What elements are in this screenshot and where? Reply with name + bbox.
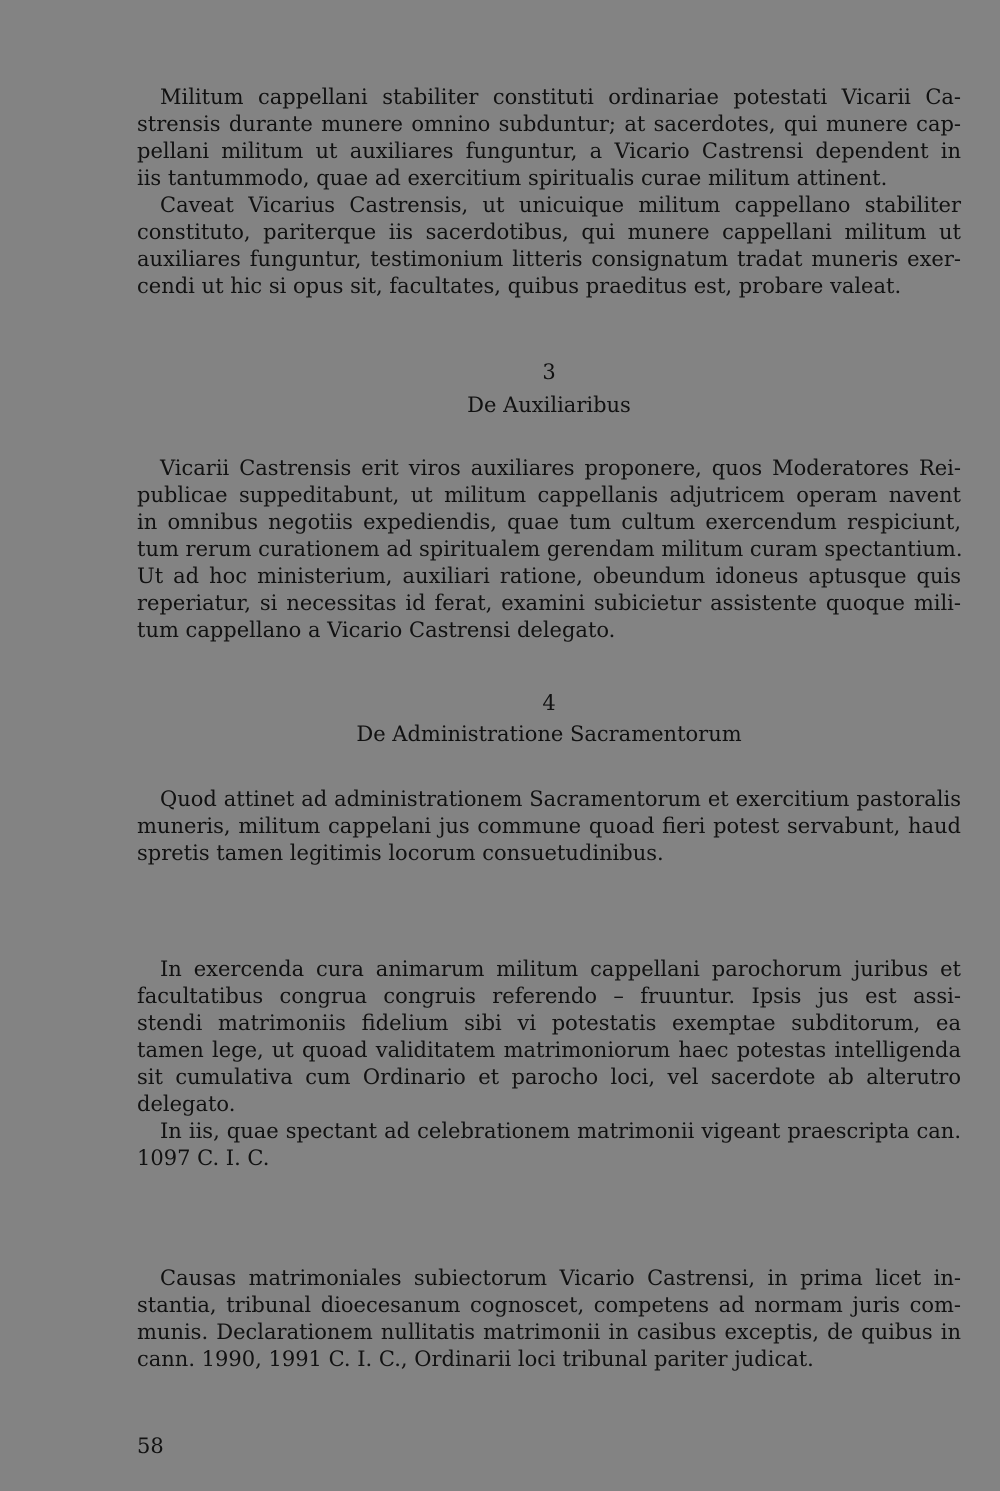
text-line: tum cappellano a Vicario Castrensi delegato. xyxy=(137,618,616,642)
text-line: In exercenda cura animarum militum cappellani parochorum juribus et xyxy=(160,957,961,981)
text-line: 1097 C. I. C. xyxy=(137,1146,270,1170)
text-line: stantia, tribunal dioecesanum cognoscet, competens ad normam juris com- xyxy=(137,1293,961,1317)
text-line: auxiliares funguntur, testimonium litteris consignatum tradat muneris exer- xyxy=(137,247,961,271)
text-line: Caveat Vicarius Castrensis, ut unicuique militum cappellano stabiliter xyxy=(160,193,961,217)
section-title: De Administratione Sacramentorum xyxy=(356,722,742,746)
text-line: iis tantummodo, quae ad exercitium spiritualis curae militum attinent. xyxy=(137,166,888,190)
paragraph-4 xyxy=(137,786,961,867)
paragraph-7 xyxy=(137,1265,961,1373)
paragraph-3 xyxy=(137,455,961,644)
text-line: muneris, militum cappelani jus commune quoad fieri potest servabunt, haud xyxy=(137,814,961,838)
text-line: spretis tamen legitimis locorum consuetudinibus. xyxy=(137,841,664,865)
text-line: delegato. xyxy=(137,1092,236,1116)
section-number: 4 xyxy=(542,691,556,715)
text-line: tum rerum curationem ad spiritualem gerendam militum curam spectantium. xyxy=(137,537,963,561)
text-line: tamen lege, ut quoad validitatem matrimoniorum haec potestas intelligenda xyxy=(137,1038,961,1062)
paragraph-6 xyxy=(137,1118,961,1172)
text-line: Quod attinet ad administrationem Sacramentorum et exercitium pastoralis xyxy=(160,787,961,811)
text-line: Vicarii Castrensis erit viros auxiliares proponere, quos Moderatores Rei- xyxy=(160,456,961,480)
text-line: munis. Declarationem nullitatis matrimonii in casibus exceptis, de quibus in xyxy=(137,1320,961,1344)
text-line: In iis, quae spectant ad celebrationem matrimonii vigeant praescripta can. xyxy=(160,1119,961,1143)
paragraph-1 xyxy=(137,84,961,192)
text-line: stendi matrimoniis fidelium sibi vi potestatis exemptae subditorum, ea xyxy=(137,1011,961,1035)
text-line: Causas matrimoniales subiectorum Vicario Castrensi, in prima licet in- xyxy=(160,1266,961,1290)
paragraph-2 xyxy=(137,192,961,300)
section-number: 3 xyxy=(542,360,556,384)
text-line: constituto, pariterque iis sacerdotibus, qui munere cappellani militum ut xyxy=(137,220,961,244)
text-line: strensis durante munere omnino subduntur; at sacerdotes, qui munere cap- xyxy=(137,112,961,136)
page-number: 58 xyxy=(137,1434,164,1458)
text-line: facultatibus congrua congruis referendo – fruuntur. Ipsis jus est assi- xyxy=(137,984,961,1008)
text-line: pellani militum ut auxiliares funguntur, a Vicario Castrensi dependent in xyxy=(137,139,961,163)
text-line: sit cumulativa cum Ordinario et parocho loci, vel sacerdote ab alterutro xyxy=(137,1065,961,1089)
text-line: Militum cappellani stabiliter constituti ordinariae potestati Vicarii Ca- xyxy=(160,85,961,109)
text-line: cendi ut hic si opus sit, facultates, quibus praeditus est, probare valeat. xyxy=(137,274,902,298)
text-line: reperiatur, si necessitas id ferat, examini subicietur assistente quoque mili- xyxy=(137,591,961,615)
paragraph-5 xyxy=(137,956,961,1118)
text-line: Ut ad hoc ministerium, auxiliari ratione, obeundum idoneus aptusque quis xyxy=(137,564,961,588)
section-title: De Auxiliaribus xyxy=(467,393,631,417)
text-line: cann. 1990, 1991 C. I. C., Ordinarii loci tribunal pariter judicat. xyxy=(137,1347,814,1371)
text-line: publicae suppeditabunt, ut militum cappellanis adjutricem operam navent xyxy=(137,483,961,507)
text-line: in omnibus negotiis expediendis, quae tum cultum exercendum respiciunt, xyxy=(137,510,961,534)
